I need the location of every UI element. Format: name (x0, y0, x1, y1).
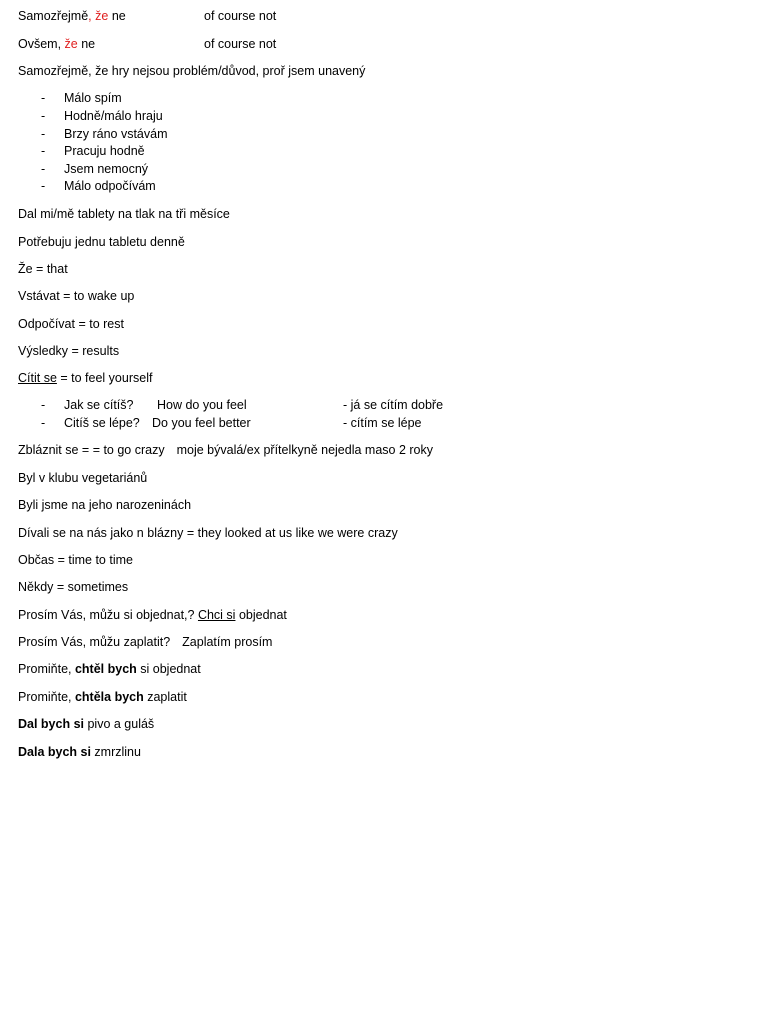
underlined-term: Cítit se (18, 371, 57, 385)
text: zaplatit (143, 690, 187, 704)
line-dal-bych-si (18, 716, 154, 732)
bold-phrase: Dala bych si (18, 745, 91, 759)
text: Samozřejmě (18, 9, 89, 23)
text: Promiňte, (18, 690, 75, 704)
question-cz: Jak se cítíš? (64, 398, 134, 412)
dash-bullet: - (41, 162, 46, 176)
line-chtel-bych (18, 661, 201, 677)
line-blazny: Dívali se na nás jako n blázny = they looked at us like we were crazy (18, 526, 398, 540)
dash-bullet: - (41, 91, 46, 105)
text: Promiňte, (18, 662, 75, 676)
text: Zbláznit se = = to go crazy (18, 443, 165, 457)
list-item-text: Hodně/málo hraju (64, 109, 163, 123)
text: Prosím Vás, můžu si objednat,? (18, 608, 198, 622)
line-odpocivat: Odpočívat = to rest (18, 317, 124, 331)
text: ne (81, 37, 96, 51)
list-item-text: Jsem nemocný (64, 162, 149, 176)
translation: of course not (204, 9, 277, 23)
bold-phrase: chtěla bych (74, 690, 144, 704)
list-item-text: Brzy ráno vstávám (64, 127, 168, 141)
dash-bullet: - (41, 127, 46, 141)
line-hry-problem: Samozřejmě, že hry nejsou problém/důvod, proř jsem unavený (18, 64, 366, 78)
bold-phrase: Dal bych si (18, 717, 84, 731)
line-ovsem-ze-ne (18, 36, 277, 52)
dash-bullet: - (41, 144, 46, 158)
text: Prosím Vás, můžu zaplatit? (18, 635, 171, 649)
text: Ovšem, (18, 37, 62, 51)
line-obcas: Občas = time to time (18, 553, 133, 567)
line-tablety: Dal mi/mě tablety na tlak na tři měsíce (18, 207, 230, 221)
text: Zaplatím prosím (182, 635, 273, 649)
line-chtela-bych (18, 689, 187, 705)
text: moje bývalá/ex přítelkyně nejedla maso 2 roky (176, 443, 433, 457)
translation: of course not (204, 37, 277, 51)
answer-cz: - já se cítím dobře (343, 398, 444, 412)
highlight-ze: že (95, 9, 109, 23)
dash-bullet: - (41, 109, 46, 123)
list-item-text: Pracuju hodně (64, 144, 145, 158)
line-zblaznit-se (18, 442, 433, 458)
text: = to feel yourself (56, 371, 153, 385)
line-dala-bych-si (18, 744, 141, 760)
line-klub: Byl v klubu vegetariánů (18, 471, 148, 485)
answer-cz: - cítím se lépe (343, 416, 422, 430)
text: pivo a guláš (84, 717, 155, 731)
line-citit-se (18, 370, 152, 386)
highlight-comma: , (88, 9, 92, 23)
line-ze-that: Že = that (18, 262, 68, 276)
text: objednat (235, 608, 287, 622)
line-nekdy: Někdy = sometimes (18, 580, 129, 594)
line-narozeniny: Byli jsme na jeho narozeninách (18, 498, 192, 512)
bold-phrase: chtěl bych (74, 662, 137, 676)
question-cz: Citíš se lépe? (64, 416, 140, 430)
line-objednat (18, 607, 287, 623)
line-vysledky: Výsledky = results (18, 344, 120, 358)
text: zmrzlinu (90, 745, 141, 759)
line-potrebuju: Potřebuju jednu tabletu denně (18, 235, 185, 249)
question-en: Do you feel better (152, 416, 251, 430)
line-vstavat: Vstávat = to wake up (18, 289, 135, 303)
text: si objednat (136, 662, 201, 676)
line-zaplatit (18, 634, 272, 650)
underlined-term: Chci si (197, 608, 236, 622)
highlight-ze: že (64, 37, 78, 51)
line-samozrejme-ze-ne (18, 8, 277, 24)
dash-bullet: - (41, 416, 46, 430)
dash-bullet: - (41, 179, 46, 193)
list-item-text: Málo spím (64, 91, 122, 105)
dash-bullet: - (41, 398, 46, 412)
text: ne (111, 9, 126, 23)
list-item-text: Málo odpočívám (64, 179, 156, 193)
question-en: How do you feel (157, 398, 247, 412)
